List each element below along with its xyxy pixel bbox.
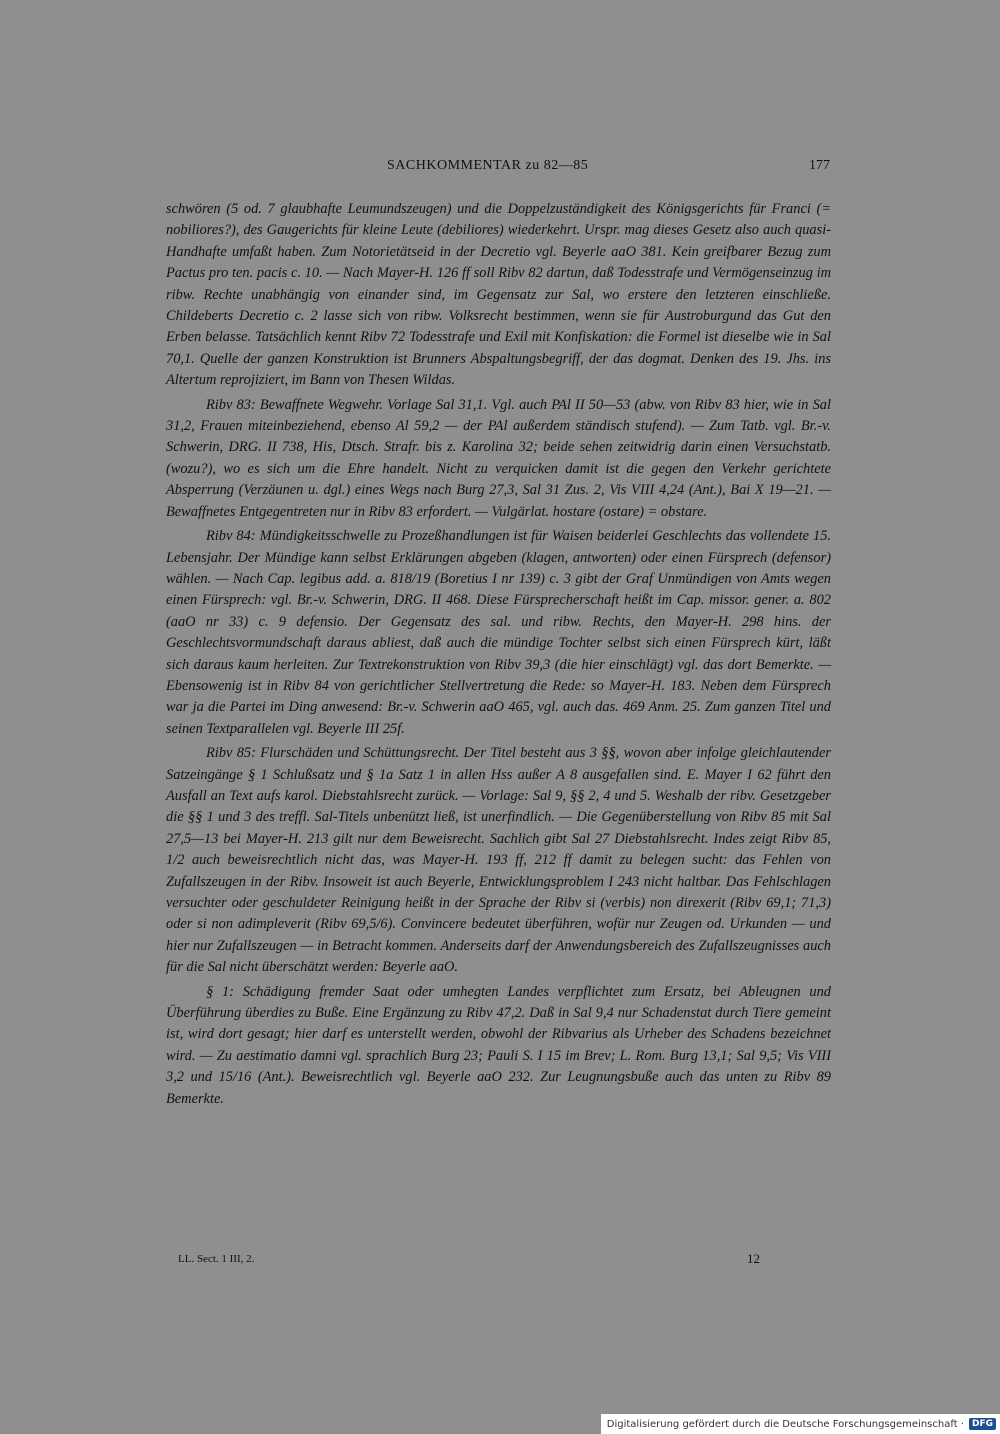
dfg-credit-banner[interactable] xyxy=(601,1414,1000,1434)
credit-text: Digitalisierung gefördert durch die Deutsche Forschungsgemeinschaft · xyxy=(606,1418,964,1430)
paragraph-section-1: § 1: Schädigung fremder Saat oder umhegten Landes verpflichtet zum Ersatz, bei Ableugnen und Überführung überdies zu Buße. Eine Ergänzung zu Ribv 47,2. Daß in Sal 9,4 nur Schadenstat durch Tiere gemeint ist, wird dort gesagt; hier darf es unterstellt werden, obwohl der Ribvarius als Urheber des Schadens bezeichnet wird. — Zu aestimatio damni vgl. sprachlich Burg 23; Pauli S. I 15 im Brev; L. Rom. Burg 13,1; Sal 9,5; Vis VIII 3,2 und 15/16 (Ant.). Beweisrechtlich vgl. Beyerle aaO 232. Zur Leugnungsbuße auch das unten zu Ribv 89 Bemerkte. xyxy=(166,983,831,1107)
running-title: SACHKOMMENTAR zu 82—85 xyxy=(387,158,589,173)
paragraph-ribv-84: Ribv 84: Mündigkeitsschwelle zu Prozeßhandlungen ist für Waisen beiderlei Geschlechts das vollendete 15. Lebensjahr. Der Mündige kann selbst Erklärungen abgeben (klagen, antworten) oder einen Fürsprech (defensor) wählen. — Nach Cap. legibus add. a. 818/19 (Boretius I nr 139) c. 3 gibt der Graf Unmündigen von Amts wegen einen Fürsprech: vgl. Br.-v. Schwerin, DRG. II 468. Diese Fürsprecherschaft heißt im Cap. missor. gener. a. 802 (aaO nr 33) c. 9 defensio. Der Gegensatz des sal. und ribw. Rechts, den Mayer-H. 298 hins. der Geschlechtsvormundschaft daraus abliest, daß auch die mündige Tochter selbst sich einen Fürsprech kürt, läßt sich daraus kaum herleiten. Zur Textrekonstruktion von Ribv 39,3 (die hier einschlägt) vgl. das dort Bemerkte. — Ebensowenig ist in Ribv 84 von gerichtlicher Stellvertretung die Rede: so Mayer-H. 183. Neben dem Fürsprech war ja die Partei im Ding anwesend: Br.-v. Schwerin aaO 465, vgl. auch das. 469 Anm. 25. Zum ganzen Titel und seinen Textparallelen vgl. Beyerle III 25f. xyxy=(166,528,831,737)
page-number: 177 xyxy=(809,158,830,173)
commentary-body xyxy=(166,199,831,1110)
paragraph-ribv-83: Ribv 83: Bewaffnete Wegwehr. Vorlage Sal 31,1. Vgl. auch PAl II 50—53 (abw. von Ribv 83 hier, wie in Sal 31,2, Frauen miteinbeziehend, ebenso Al 59,2 — der PAl außerdem ständisch stufend). — Zum Tatb. vgl. Br.-v. Schwerin, DRG. II 738, His, Dtsch. Strafr. bis z. Karolina 32; beide sehen zeitwidrig darin einen Versuchstatb. (wozu?), wo es sich um die Ehre handelt. Nicht zu verquicken damit ist die gegen den Verkehr gerichtete Absperrung (Verzäunen u. dgl.) eines Wegs nach Burg 27,3, Sal 31 Zus. 2, Vis VIII 4,24 (Ant.), Bai X 19—21. — Bewaffnetes Entgegentreten nur in Ribv 83 erfordert. — Vulgärlat. hostare (ostare) = obstare. xyxy=(166,396,831,520)
dfg-logo-icon: DFG xyxy=(969,1418,996,1430)
sheet-number: 12 xyxy=(747,1251,760,1266)
footer-signature: LL. Sect. 1 III, 2. xyxy=(178,1253,255,1265)
paragraph-ribv-85: Ribv 85: Flurschäden und Schüttungsrecht. Der Titel besteht aus 3 §§, wovon aber infolge gleichlautender Satzeingänge § 1 Schlußsatz und § 1a Satz 1 in allen Hss außer A 8 ausgefallen sind. E. Mayer I 62 führt den Ausfall an Text aufs karol. Diebstahlsrecht zurück. — Vorlage: Sal 9, §§ 2, 4 und 5. Weshalb der ribv. Gesetzgeber die §§ 1 und 3 des treffl. Sal-Titels unbenützt ließ, ist unerfindlich. — Die Gegenüberstellung von Ribv 85 mit Sal 27,5—13 bei Mayer-H. 213 gilt nur dem Beweisrecht. Sachlich gibt Sal 27 Diebstahlsrecht. Indes zeigt Ribv 85, 1/2 auch beweisrechtlich nicht das, was Mayer-H. 193 ff, 212 ff damit zu belegen sucht: das Fehlen von Zufallszeugen in der Ribv. Insoweit ist auch Beyerle, Entwicklungsproblem I 243 nicht haltbar. Das Fehlschlagen versuchter oder geschuldeter Reinigung heißt in der Sprache der Ribv si (verbis) non direxerit (Ribv 69,1; 71,3) oder si non adimpleverit (Ribv 69,5/6). Convincere bedeutet überführen, wofür nur Zeugen od. Urkunden — und hier nur Zufallszeugen — in Betracht kommen. Anderseits darf der Anwendungsbereich des Zufallszeugnisses auch für die Sal nicht überschätzt werden: Beyerle aaO. xyxy=(166,745,831,976)
page-footer xyxy=(178,1251,778,1271)
running-header xyxy=(165,158,830,180)
paragraph-continuation: schwören (5 od. 7 glaubhafte Leumundszeugen) und die Doppelzuständigkeit des Königsgerichts für Franci (= nobiliores?), des Gaugerichts für kleine Leute (debiliores) wiederkehrt. Urspr. mag dieses Gesetz also auch quasi-Handhafte umfaßt haben. Zum Notorietätseid in der Decretio vgl. Beyerle aaO 381. Kein greifbarer Bezug zum Pactus pro ten. pacis c. 10. — Nach Mayer-H. 126 ff soll Ribv 82 dartun, daß Todesstrafe und Vermögenseinzug im ribw. Rechte unabhängig von einander sind, im Gegensatz zur Sal, wo erstere den letzteren einschließe. Childeberts Decretio c. 2 lasse sich von ribw. Volksrecht bestimmen, wenn sie für Austroburgund das Gut den Erben belasse. Tatsächlich kennt Ribv 72 Todesstrafe und Exil mit Konfiskation: die Formel ist dieselbe wie in Sal 70,1. Quelle der ganzen Konstruktion ist Brunners Abspaltungsbegriff, der das dogmat. Denken des 19. Jhs. ins Altertum reprojiziert, im Bann von Thesen Wildas. xyxy=(166,201,831,389)
